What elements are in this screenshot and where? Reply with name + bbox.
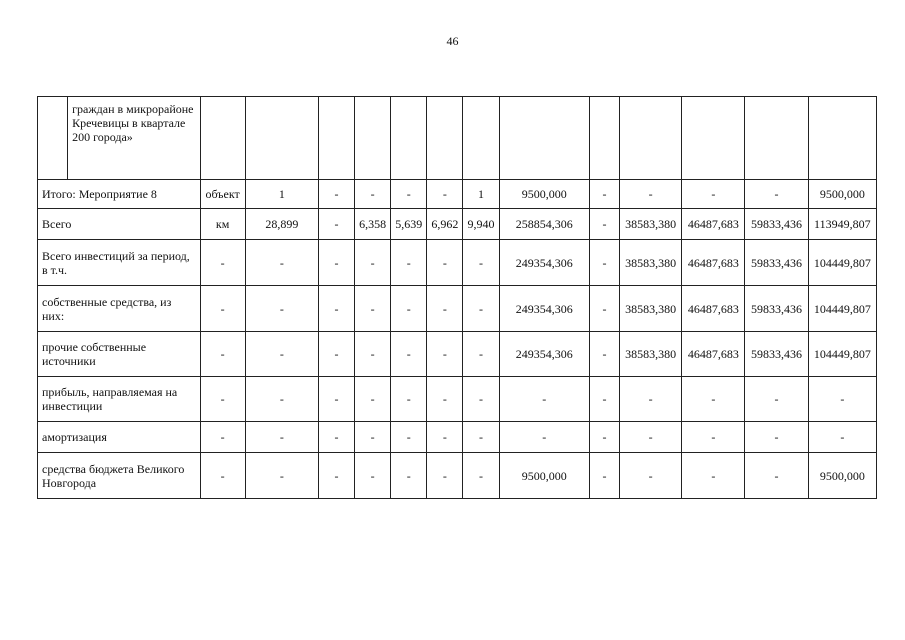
table-cell-value: 1 [245,180,318,209]
table-cell-unit: - [200,377,245,422]
table-row [38,377,877,422]
table-cell-value: - [355,180,391,209]
table-cell-value: 249354,306 [499,240,589,286]
page-number: 46 [446,34,459,48]
table-cell-value: 38583,380 [620,286,682,332]
table-cell-value: 59833,436 [745,286,808,332]
table-cell-value: - [620,377,682,422]
table-cell-value: - [391,332,427,377]
table-cell-value [620,97,682,180]
table-cell-value: - [355,240,391,286]
table-cell-value: - [463,240,499,286]
table-cell-value: 258854,306 [499,209,589,240]
table-cell-value: - [245,377,318,422]
table-cell-empty [38,97,68,180]
table-row [38,332,877,377]
table-cell-value: - [682,422,745,453]
table-row [38,240,877,286]
table-cell-value: - [318,422,354,453]
table-cell-value: - [391,240,427,286]
table-cell-value: - [427,453,463,499]
financing-table [37,96,877,499]
table-cell-value: 9500,000 [808,453,876,499]
table-cell-value: - [245,332,318,377]
table-cell-value [499,97,589,180]
table-cell-unit: - [200,453,245,499]
table-cell-value: - [589,377,619,422]
table-cell-value: - [355,453,391,499]
table-cell-value: - [589,240,619,286]
table-cell-value: 6,358 [355,209,391,240]
table-cell-value: - [355,332,391,377]
row-label: собственные средства, из них: [38,286,201,332]
table-cell-value: 5,639 [391,209,427,240]
table-cell-value: - [245,453,318,499]
table-row [38,422,877,453]
table-cell-value: - [589,332,619,377]
table-cell-value: - [682,377,745,422]
table-cell-value: - [355,422,391,453]
table-row [38,209,877,240]
table-cell-value [355,97,391,180]
table-cell-value: - [463,453,499,499]
row-label: Итого: Мероприятие 8 [38,180,201,209]
table-cell-value: - [427,286,463,332]
table-cell-value [745,97,808,180]
table-cell-value: - [682,453,745,499]
table-cell-value: - [391,180,427,209]
table-cell-value [682,97,745,180]
table-cell-value: 104449,807 [808,332,876,377]
table-row [38,453,877,499]
table-cell-value: - [245,422,318,453]
table-cell-value: 59833,436 [745,209,808,240]
table-cell-value: 46487,683 [682,240,745,286]
table-cell-value: - [499,377,589,422]
table-cell-value [318,97,354,180]
table-cell-value: 46487,683 [682,209,745,240]
table-cell-unit: объект [200,180,245,209]
table-cell-value: - [589,286,619,332]
table-cell-value [808,97,876,180]
row-label: прибыль, направляемая на инвестиции [38,377,201,422]
table-cell-value: - [463,332,499,377]
table-cell-value: - [318,180,354,209]
table-cell-value: - [245,240,318,286]
table-cell-value: - [391,377,427,422]
table-cell-value: - [745,180,808,209]
table-cell-value [245,97,318,180]
table-cell-value: 59833,436 [745,332,808,377]
table-cell-value: - [808,422,876,453]
row-label: амортизация [38,422,201,453]
table-cell-value: - [427,180,463,209]
table-cell-value: - [318,209,354,240]
table-cell-value: 9500,000 [808,180,876,209]
table-cell-unit [200,97,245,180]
table-cell-value: - [391,286,427,332]
row-label: граждан в микрорайоне Кречевицы в квартале 200 города» [68,97,200,180]
table-cell-unit: - [200,422,245,453]
table-cell-value: - [355,377,391,422]
table-cell-value: - [318,453,354,499]
table-cell-value: - [391,453,427,499]
table-cell-unit: - [200,240,245,286]
table-cell-value: - [589,453,619,499]
table-cell-value: 9,940 [463,209,499,240]
table-row [38,286,877,332]
row-label: прочие собственные источники [38,332,201,377]
table-cell-unit: км [200,209,245,240]
table-cell-value: 28,899 [245,209,318,240]
table-cell-value: 38583,380 [620,240,682,286]
table-row-continuation [38,97,877,180]
table-cell-value: 1 [463,180,499,209]
table-cell-value: 46487,683 [682,332,745,377]
table-cell-value: - [463,286,499,332]
row-label: Всего инвестиций за период, в т.ч. [38,240,201,286]
table-cell-value: - [589,180,619,209]
table-cell-value: - [589,422,619,453]
table-cell-value [391,97,427,180]
table-cell-value: - [391,422,427,453]
table-cell-value: 59833,436 [745,240,808,286]
table-cell-value: 104449,807 [808,240,876,286]
table-cell-value: 9500,000 [499,180,589,209]
table-cell-value: - [245,286,318,332]
table-cell-value: - [745,422,808,453]
table-cell-value: - [499,422,589,453]
table-cell-value: 6,962 [427,209,463,240]
row-label: средства бюджета Великого Новгорода [38,453,201,499]
table-cell-value: - [620,453,682,499]
table-cell-value: - [808,377,876,422]
table-cell-value: - [427,332,463,377]
table-cell-value: - [463,377,499,422]
table-cell-value: - [318,240,354,286]
table-cell-value: - [620,180,682,209]
table-cell-value [463,97,499,180]
table-cell-value [589,97,619,180]
table-cell-value: 38583,380 [620,332,682,377]
table-cell-value: - [745,453,808,499]
table-cell-value: - [463,422,499,453]
table-cell-value: 38583,380 [620,209,682,240]
table-cell-value: - [427,377,463,422]
table-cell-value: - [682,180,745,209]
table-cell-value: - [318,332,354,377]
table-cell-value: - [318,377,354,422]
table-cell-value: - [318,286,354,332]
table-cell-unit: - [200,332,245,377]
table-cell-value: 249354,306 [499,332,589,377]
table-cell-value: - [745,377,808,422]
table-body [38,97,877,499]
table-row [38,180,877,209]
table-cell-value [427,97,463,180]
table-cell-value: - [355,286,391,332]
table-cell-value: 249354,306 [499,286,589,332]
row-label: Всего [38,209,201,240]
table-cell-value: 104449,807 [808,286,876,332]
table-cell-value: - [620,422,682,453]
table-cell-value: - [427,240,463,286]
table-cell-value: - [589,209,619,240]
table-cell-unit: - [200,286,245,332]
table-cell-value: 9500,000 [499,453,589,499]
table-cell-value: 113949,807 [808,209,876,240]
table-cell-value: 46487,683 [682,286,745,332]
table-cell-value: - [427,422,463,453]
